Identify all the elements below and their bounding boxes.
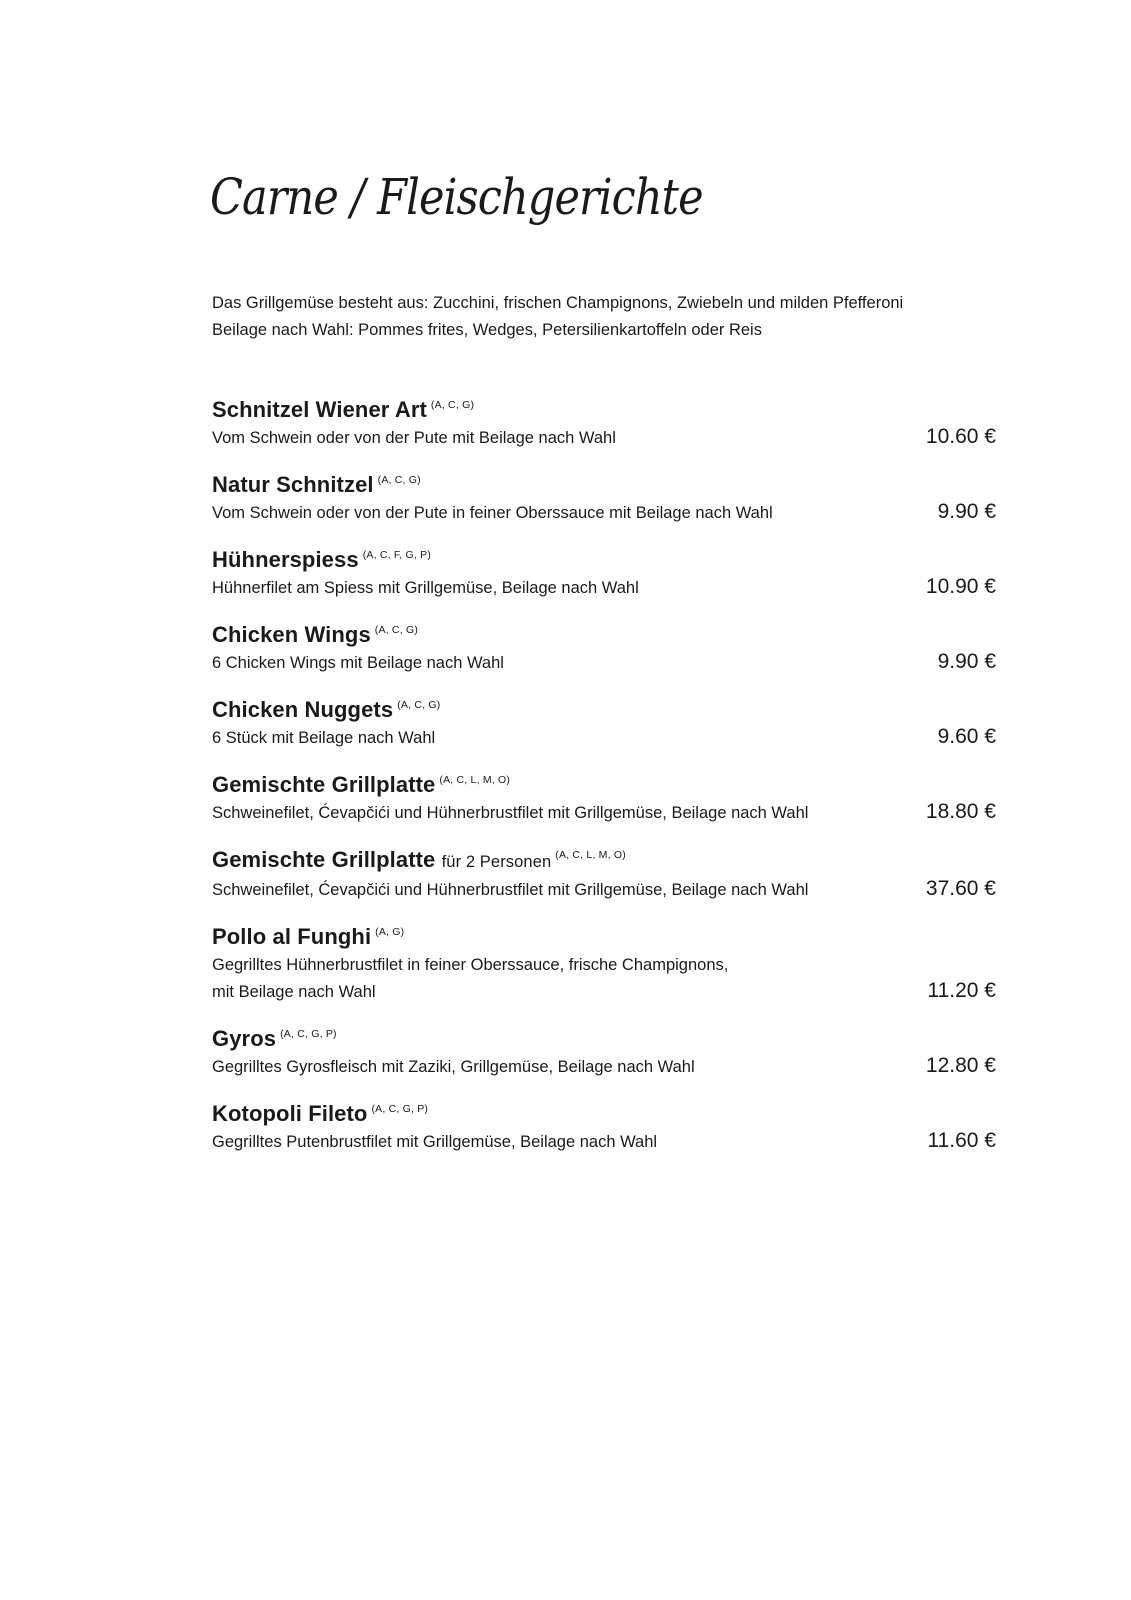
menu-item-price: 9.60 € bbox=[937, 725, 996, 748]
page-title: Carne / Fleischgerichte bbox=[210, 168, 703, 226]
menu-item-name: Schnitzel Wiener Art bbox=[212, 397, 427, 422]
menu-item bbox=[212, 690, 1002, 752]
menu-item bbox=[212, 765, 1002, 827]
menu-item-heading bbox=[212, 917, 1002, 952]
menu-item bbox=[212, 540, 1002, 602]
menu-item-allergens: (A, C, G) bbox=[374, 624, 419, 636]
menu-item bbox=[212, 1094, 1002, 1156]
menu-item-price: 18.80 € bbox=[925, 800, 996, 823]
intro-line-vegetables: Das Grillgemüse besteht aus: Zucchini, frischen Champignons, Zwiebeln und milden Pfefferoni bbox=[212, 294, 904, 312]
menu-item-price: 9.90 € bbox=[937, 500, 996, 523]
menu-item bbox=[212, 390, 1002, 452]
menu-item-heading bbox=[212, 465, 1002, 500]
menu-item bbox=[212, 917, 1002, 1006]
menu-item-price: 11.60 € bbox=[927, 1129, 996, 1152]
menu-item-allergens: (A, C, G, P) bbox=[280, 1028, 337, 1040]
menu-item-heading bbox=[212, 540, 1002, 575]
menu-item-heading bbox=[212, 765, 1002, 800]
menu-item-description: mit Beilage nach Wahl bbox=[212, 983, 376, 1001]
menu-item-name: Chicken Wings bbox=[212, 622, 371, 647]
menu-item bbox=[212, 465, 1002, 527]
menu-item-heading bbox=[212, 690, 1002, 725]
menu-item-description: Vom Schwein oder von der Pute mit Beilage nach Wahl bbox=[212, 429, 616, 447]
menu-item-description: Schweinefilet, Ćevapčići und Hühnerbrustfilet mit Grillgemüse, Beilage nach Wahl bbox=[212, 804, 809, 822]
menu-item-allergens: (A, C, G, P) bbox=[371, 1103, 429, 1115]
menu-item-price: 12.80 € bbox=[925, 1054, 996, 1077]
menu-item-name: Natur Schnitzel bbox=[212, 472, 374, 497]
menu-item-name: Chicken Nuggets bbox=[212, 697, 394, 722]
menu-item-heading bbox=[212, 1094, 1002, 1129]
menu-item-name: Pollo al Funghi bbox=[212, 924, 372, 949]
menu-item-heading bbox=[212, 390, 1002, 425]
menu-item-description: Gegrilltes Gyrosfleisch mit Zaziki, Grillgemüse, Beilage nach Wahl bbox=[212, 1058, 695, 1076]
menu-item-heading bbox=[212, 840, 1002, 877]
menu-item-description: Gegrilltes Hühnerbrustfilet in feiner Oberssauce, frische Champignons, bbox=[212, 956, 729, 974]
menu-item-description: Vom Schwein oder von der Pute in feiner Oberssauce mit Beilage nach Wahl bbox=[212, 504, 773, 522]
menu-item-heading bbox=[212, 615, 1002, 650]
menu-item-description: 6 Chicken Wings mit Beilage nach Wahl bbox=[212, 654, 504, 672]
menu-item-heading bbox=[212, 1019, 1002, 1054]
menu-item bbox=[212, 615, 1002, 677]
menu-item bbox=[212, 840, 1002, 904]
menu-items-list bbox=[212, 390, 1002, 1169]
menu-item-note: für 2 Personen bbox=[441, 853, 552, 871]
menu-item bbox=[212, 1019, 1002, 1081]
menu-item-description: 6 Stück mit Beilage nach Wahl bbox=[212, 729, 436, 747]
menu-item-allergens: (A, G) bbox=[375, 926, 405, 938]
intro-text bbox=[212, 290, 903, 344]
menu-item-allergens: (A, C, F, G, P) bbox=[362, 549, 432, 561]
menu-item-name: Hühnerspiess bbox=[212, 547, 359, 572]
menu-item-price: 9.90 € bbox=[937, 650, 996, 673]
menu-item-name: Kotopoli Fileto bbox=[212, 1101, 368, 1126]
menu-item-price: 10.90 € bbox=[925, 575, 996, 598]
menu-item-name: Gemischte Grillplatte bbox=[212, 847, 436, 872]
menu-item-description: Gegrilltes Putenbrustfilet mit Grillgemüse, Beilage nach Wahl bbox=[212, 1133, 658, 1151]
menu-item-allergens: (A, C, G) bbox=[397, 699, 441, 711]
menu-item-description: Hühnerfilet am Spiess mit Grillgemüse, Beilage nach Wahl bbox=[212, 579, 639, 597]
menu-item-price: 37.60 € bbox=[925, 877, 996, 900]
menu-item-price: 10.60 € bbox=[925, 425, 996, 448]
menu-item-allergens: (A, C, L, M, O) bbox=[439, 774, 511, 786]
menu-item-allergens: (A, C, G) bbox=[377, 474, 421, 486]
menu-item-allergens: (A, C, G) bbox=[430, 399, 475, 411]
menu-item-description: Schweinefilet, Ćevapčići und Hühnerbrustfilet mit Grillgemüse, Beilage nach Wahl bbox=[212, 881, 809, 899]
menu-item-name: Gemischte Grillplatte bbox=[212, 772, 436, 797]
menu-item-price: 11.20 € bbox=[927, 979, 996, 1002]
menu-item-name: Gyros bbox=[212, 1026, 277, 1051]
menu-item-allergens: (A, C, L, M, O) bbox=[555, 849, 626, 861]
intro-line-sides: Beilage nach Wahl: Pommes frites, Wedges, Petersilienkartoffeln oder Reis bbox=[212, 321, 762, 339]
